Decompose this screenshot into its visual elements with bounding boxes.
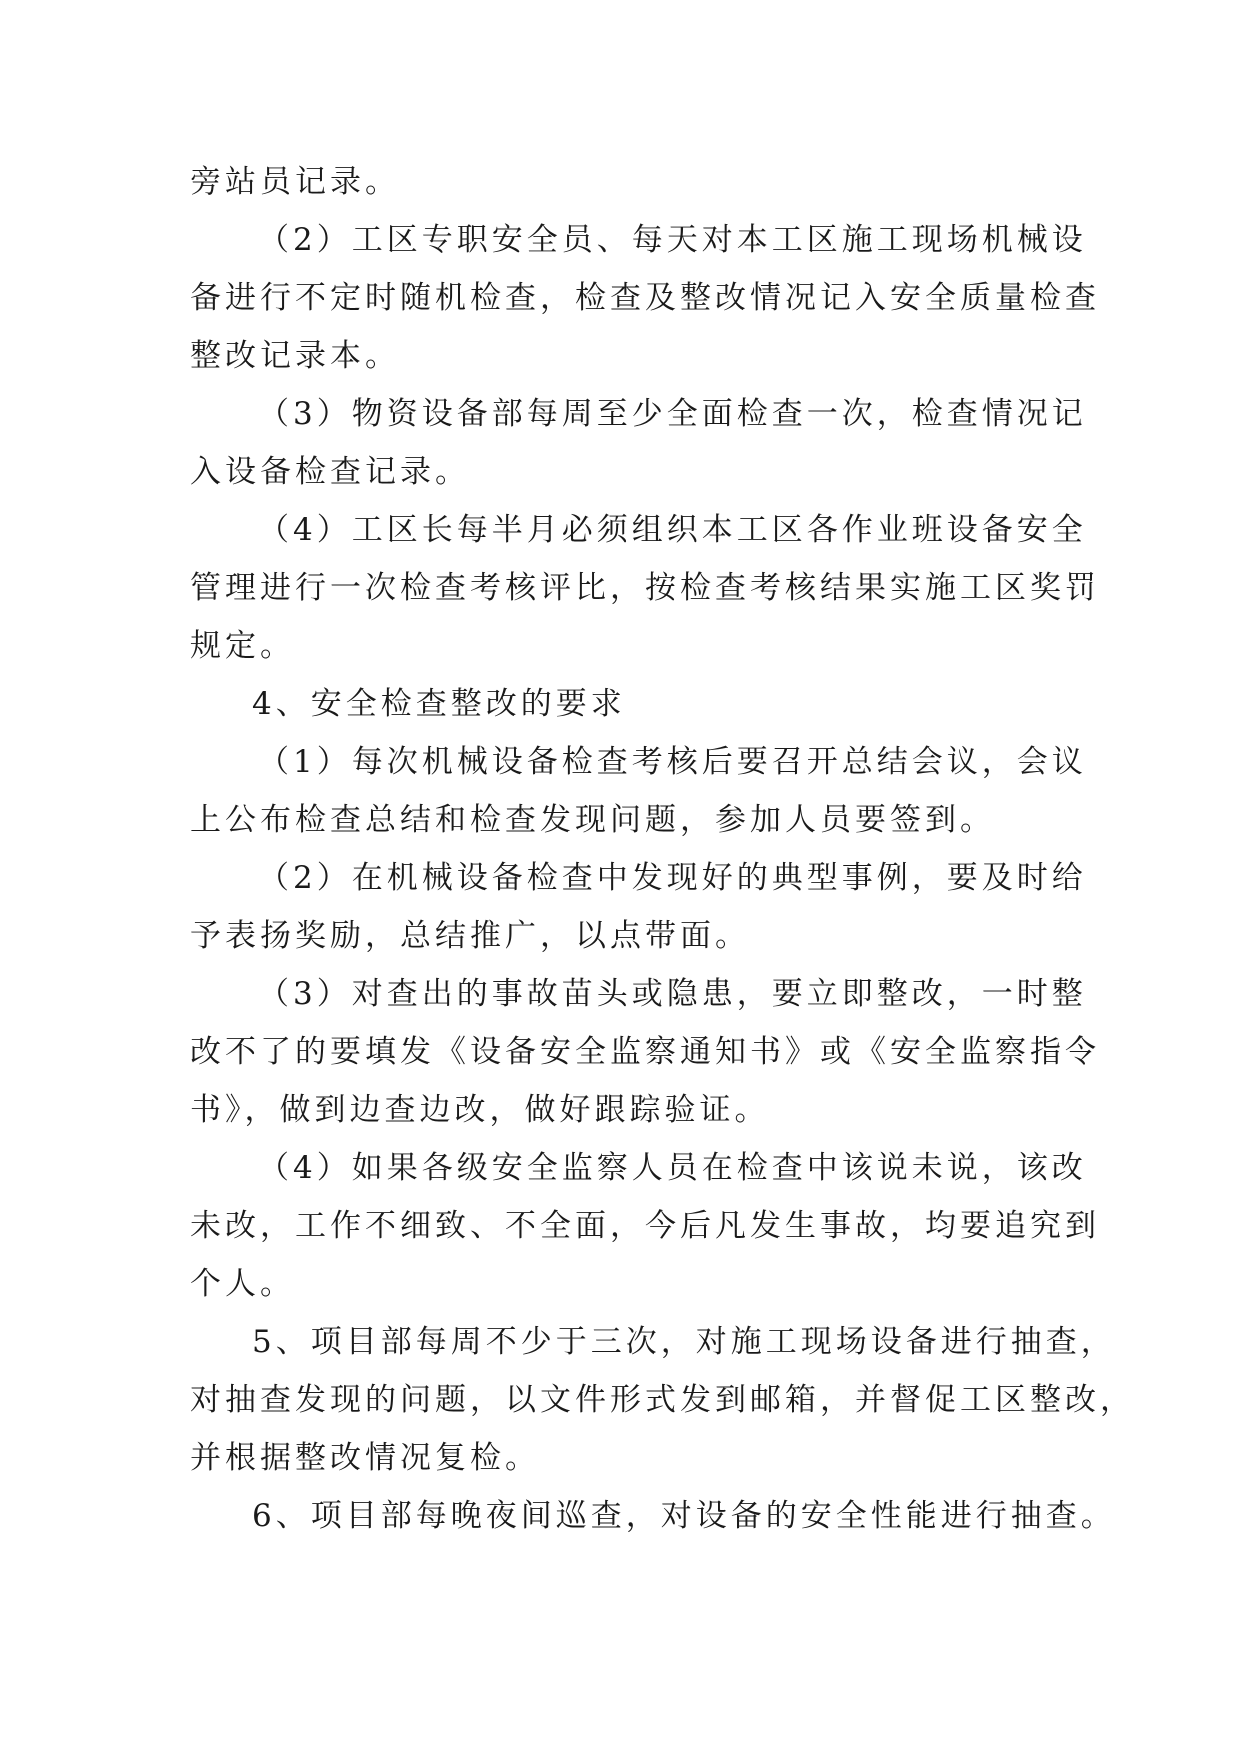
text-line: 改不了的要填发《设备安全监察通知书》或《安全监察指令: [190, 1034, 1100, 1070]
text-line: 管理进行一次检查考核评比，按检查考核结果实施工区奖罚: [190, 570, 1100, 606]
text-line: 5、项目部每周不少于三次，对施工现场设备进行抽查，: [252, 1324, 1116, 1360]
text-line: 旁站员记录。: [190, 164, 400, 200]
text-line: 4、安全检查整改的要求: [252, 686, 626, 722]
text-line: 对抽查发现的问题，以文件形式发到邮箱，并督促工区整改，: [190, 1382, 1135, 1418]
text-line: 书》，做到边查边改，做好跟踪验证。: [190, 1092, 770, 1128]
text-line: 予表扬奖励，总结推广，以点带面。: [190, 918, 750, 954]
document-body: [190, 153, 1135, 1545]
text-line: 上公布检查总结和检查发现问题，参加人员要签到。: [190, 802, 995, 838]
text-line: 备进行不定时随机检查，检查及整改情况记入安全质量检查: [190, 280, 1100, 316]
text-line: 6、项目部每晚夜间巡查，对设备的安全性能进行抽查。: [252, 1498, 1116, 1534]
text-line: （4）如果各级安全监察人员在检查中该说未说，该改: [258, 1150, 1087, 1186]
text-line: 并根据整改情况复检。: [190, 1440, 540, 1476]
text-line: （3）物资设备部每周至少全面检查一次，检查情况记: [258, 396, 1087, 432]
text-line: （2）工区专职安全员、每天对本工区施工现场机械设: [258, 222, 1087, 258]
text-line: 个人。: [190, 1266, 295, 1302]
text-line: （1）每次机械设备检查考核后要召开总结会议，会议: [258, 744, 1087, 780]
text-line: 规定。: [190, 628, 295, 664]
text-line: 未改，工作不细致、不全面，今后凡发生事故，均要追究到: [190, 1208, 1100, 1244]
text-line: （2）在机械设备检查中发现好的典型事例，要及时给: [258, 860, 1087, 896]
text-line: （4）工区长每半月必须组织本工区各作业班设备安全: [258, 512, 1087, 548]
text-line: 入设备检查记录。: [190, 454, 470, 490]
text-line: 整改记录本。: [190, 338, 400, 374]
text-line: （3）对查出的事故苗头或隐患，要立即整改，一时整: [258, 976, 1087, 1012]
